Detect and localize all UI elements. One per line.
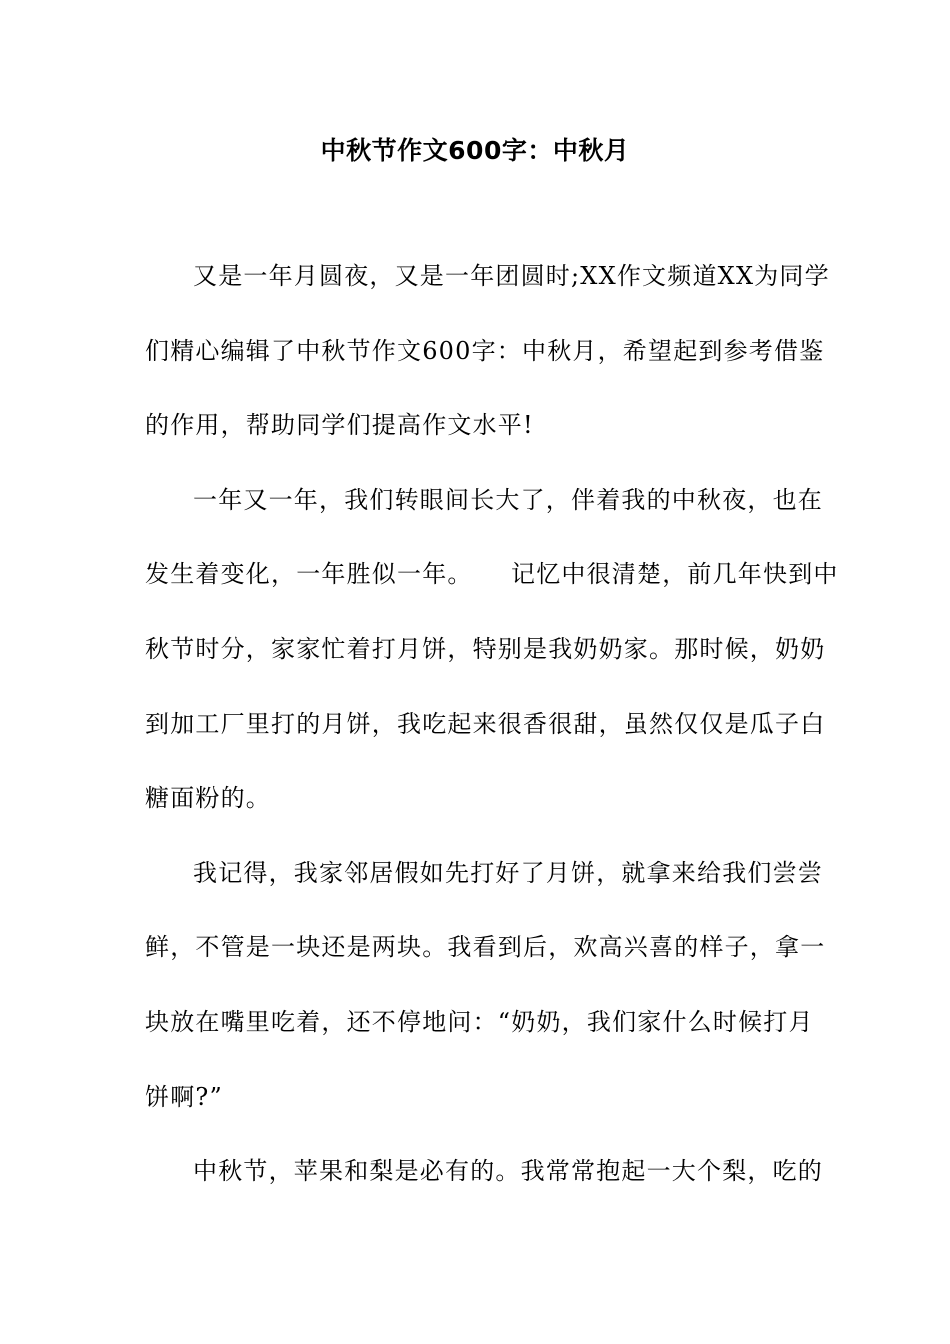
paragraph-2 [145,482,839,817]
paragraph-4 [145,1153,823,1190]
text-line: 我记得，我家邻居假如先打好了月饼，就拿来给我们尝尝 [193,858,823,887]
text-line: 又是一年月圆夜，又是一年团圆时;XX作文频道XX为同学 [193,262,830,290]
text-line: 发生着变化，一年胜似一年。 记忆中很清楚，前几年快到中 [145,560,839,589]
paragraph-1 [145,258,830,444]
text-line: 糖面粉的。 [145,784,271,813]
text-line: 秋节时分，家家忙着打月饼，特别是我奶奶家。那时候，奶奶 [145,634,826,663]
text-line: 们精心编辑了中秋节作文600字：中秋月，希望起到参考借鉴 [145,336,825,365]
text-line: 的作用，帮助同学们提高作文水平! [145,411,534,440]
text-line: 一年又一年，我们转眼间长大了，伴着我的中秋夜，也在 [193,485,823,514]
document-title: 中秋节作文600字：中秋月 [320,136,630,165]
document-body [145,258,839,1228]
text-line: 到加工厂里打的月饼，我吃起来很香很甜，虽然仅仅是瓜子白 [145,709,826,738]
text-line: 块放在嘴里吃着，还不停地问：“奶奶，我们家什么时候打月 [145,1007,814,1036]
text-line: 鲜，不管是一块还是两块。我看到后，欢高兴喜的样子，拿一 [145,933,826,962]
paragraph-3 [145,855,826,1116]
text-line: 中秋节，苹果和梨是必有的。我常常抱起一大个梨，吃的 [193,1157,823,1186]
text-line: 饼啊?” [145,1082,223,1111]
